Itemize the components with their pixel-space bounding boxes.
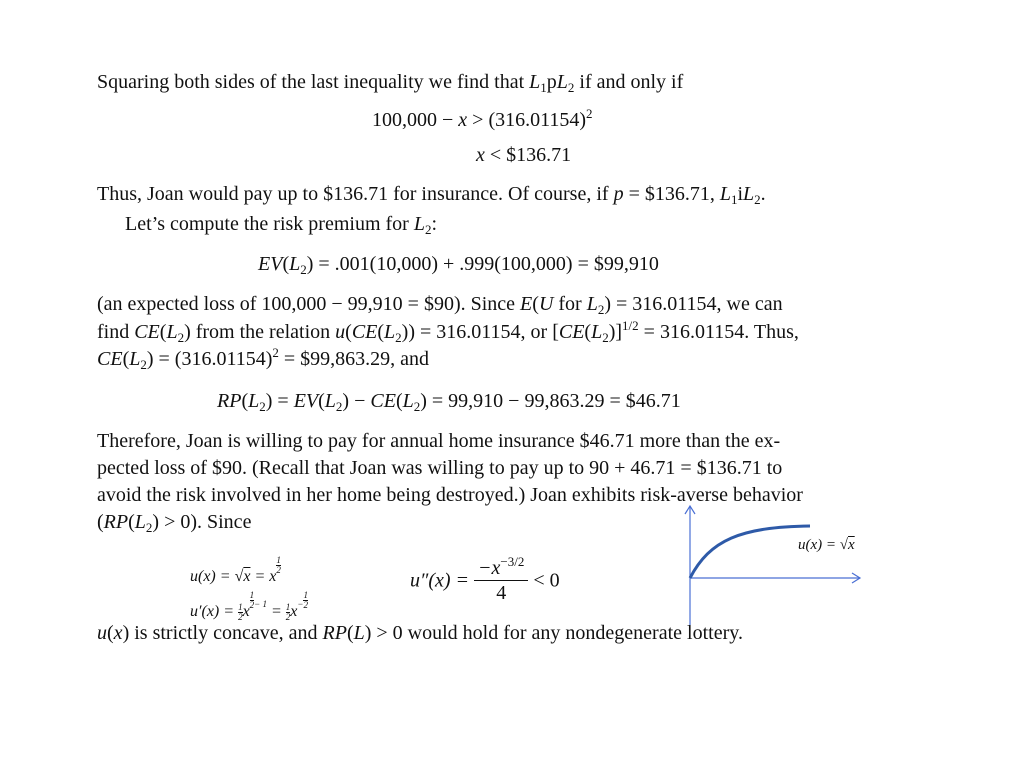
paragraph-intro: Squaring both sides of the last inequality we find that $L_1pL_2$ if and only if	[97, 71, 684, 95]
paragraph-conclusion-line-1: Therefore, Joan is willing to pay for annual home insurance $46.71 more than the ex-	[97, 430, 781, 452]
paragraph-conclusion-line-3: avoid the risk involved in her home being destroyed.) Joan exhibits risk-averse behavior	[97, 484, 803, 506]
equation-risk-premium: $RP(L_2) = EV(L_2) - CE(L_2) = 99,910 - 99,863.29$ = $46.71	[217, 390, 681, 414]
paragraph-risk-premium-intro: Let’s compute the risk premium for $L_2$:	[125, 213, 438, 237]
formula-second-derivative: u″(x) = $\frac{-x^{-3/2}}{4}$ < 0	[410, 554, 560, 604]
paragraph-conclusion-line-4: $(RP(L_2) > 0)$. Since	[97, 511, 252, 535]
exponent-minus-half: $\frac{1}{2}$	[303, 590, 308, 610]
paragraph-insurance-payment: Thus, Joan would pay up to $136.71 for insurance. Of course, if p = $136.71, $L_1iL_2$.	[97, 183, 766, 207]
graph-label: u(x) = √x	[798, 537, 855, 553]
formula-utility: u(x) = √x = x $\frac{1}{2}$	[190, 555, 281, 585]
paragraph-certainty-equivalent-line-2: find $CE(L_2)$ from the relation $u(CE(L_2)) = 316.01154$, or $[CE(L_2)]^{1/2} = 316.01154$. Thus,	[97, 318, 799, 345]
coefficient-half: $\frac{1}{2}$	[238, 601, 243, 622]
paragraph-certainty-equivalent-line-1: (an expected loss of 100,000 − 99,910 = $90). Since E(U for $L_2) = 316.01154$, we can	[97, 293, 783, 317]
equation-inequality-squared: $100,000 - x > (316.01154)^2$	[372, 106, 593, 131]
paragraph-concavity: u(x) is strictly concave, and RP(L) > 0 would hold for any nondegenerate lottery.	[97, 622, 743, 644]
second-derivative-fraction: $\frac{-x^{-3/2}}{4}$	[474, 556, 528, 605]
paragraph-certainty-equivalent-line-3: $CE(L_2) = (316.01154)^2$ = $99,863.29, and	[97, 345, 430, 372]
coefficient-half-2: $\frac{1}{2}$	[285, 601, 291, 622]
paragraph-conclusion-line-2: pected loss of $90. (Recall that Joan was willing to pay up to 90 + 46.71 = $136.71 to	[97, 457, 783, 479]
exponent-half-minus-one: $\frac{1}{2}$	[249, 590, 255, 610]
utility-curve	[690, 526, 810, 578]
concave-utility-graph	[660, 500, 880, 630]
exponent-half: $\frac{1}{2}$	[276, 555, 281, 575]
formula-utility-derivative: u′(x) = $\frac{1}{2}$ x $\frac{1}{2}$ $^{- 1}$ = $\frac{1}{2}$ x− $\frac{1}{2}$	[190, 590, 308, 622]
equation-x-bound: x < $136.71	[476, 144, 572, 166]
equation-expected-value: $EV(L_2) = .001(10,000) + .999(100,000)$ = $99,910	[258, 253, 659, 277]
